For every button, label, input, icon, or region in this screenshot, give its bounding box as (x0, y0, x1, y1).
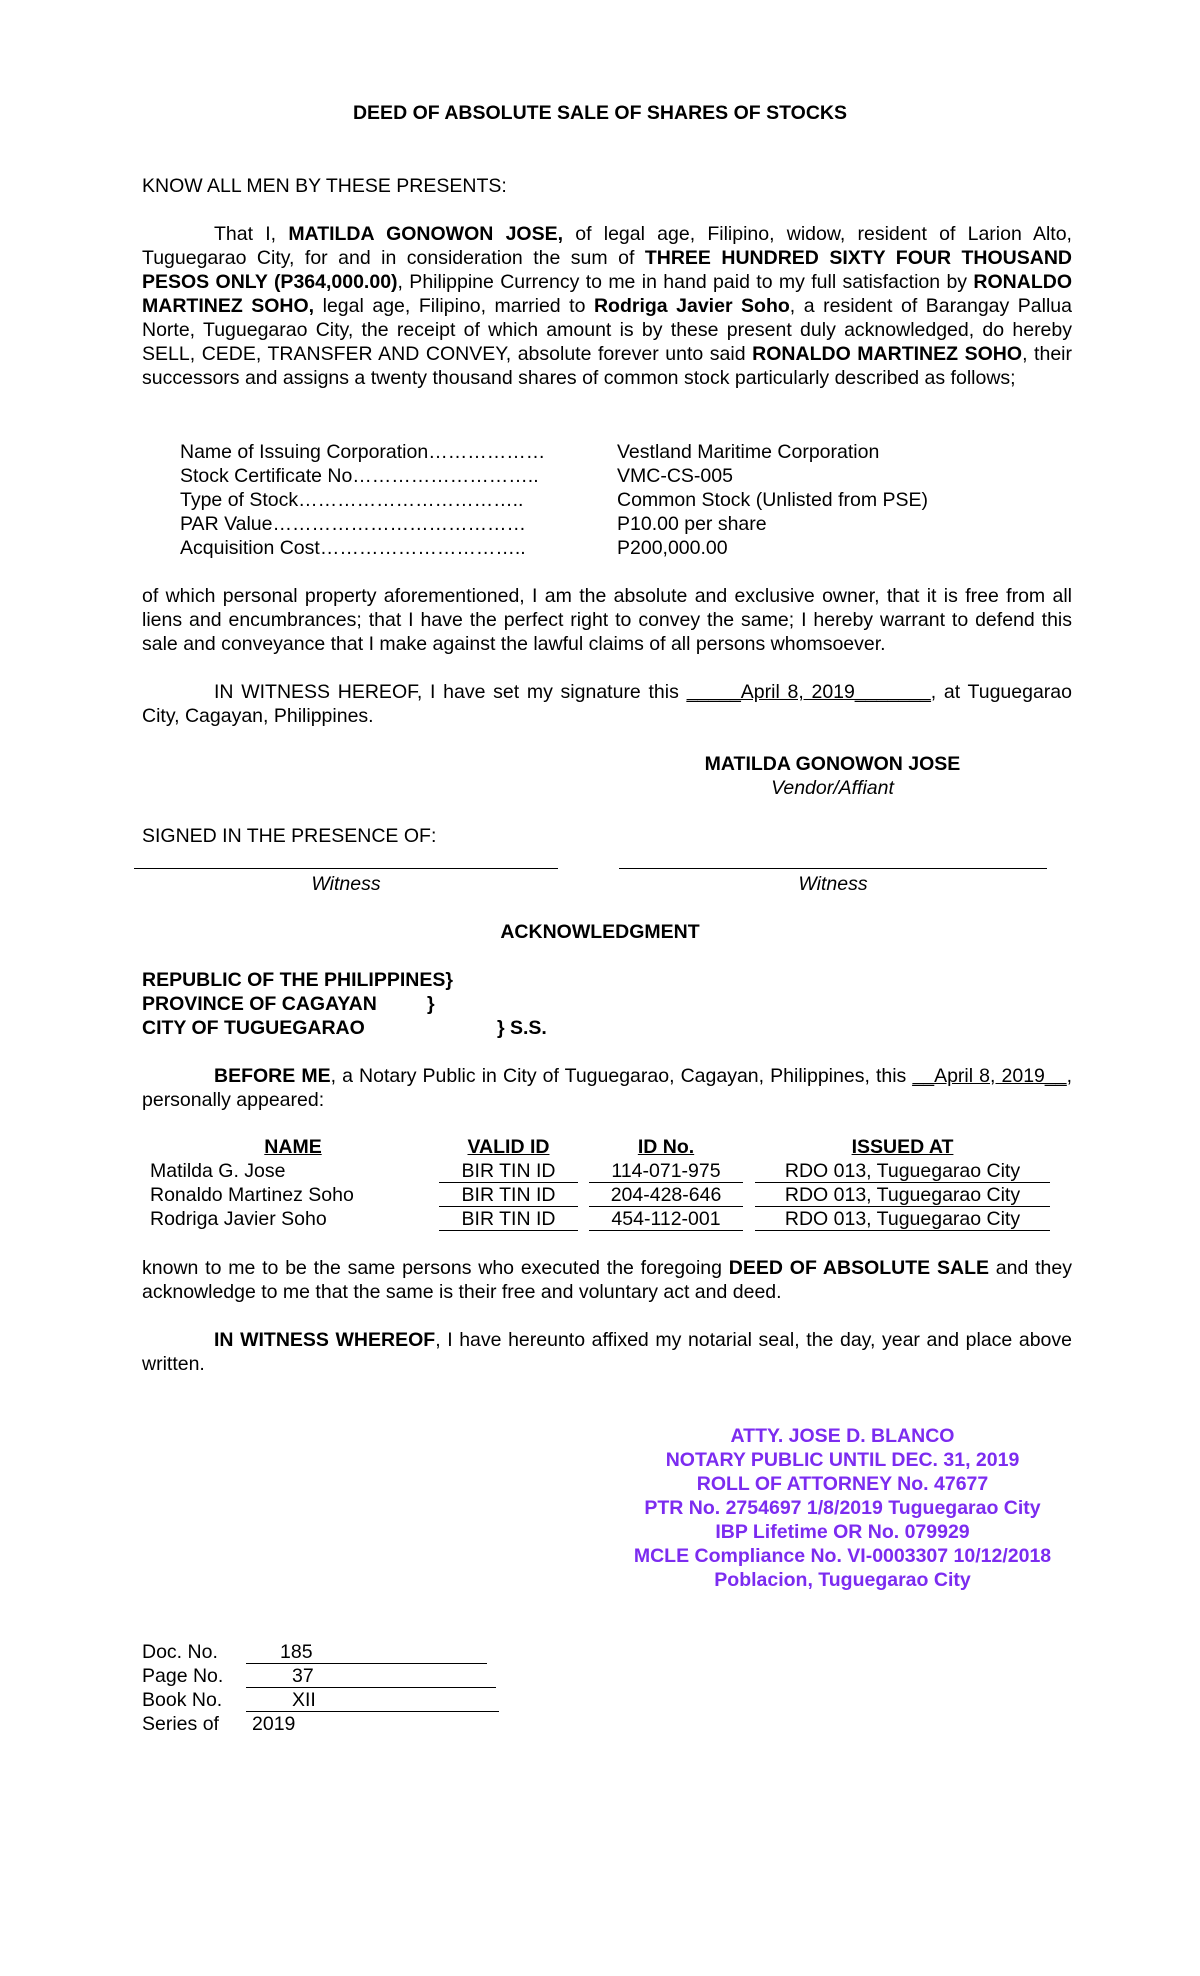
identification-table (150, 1135, 1054, 1231)
table-row (150, 1207, 1054, 1231)
para1-text: , Philippine Currency to me in hand paid to my full satisfaction by (397, 271, 974, 293)
column-header: NAME (264, 1136, 322, 1158)
issued-at-cell (751, 1159, 1054, 1183)
series-label: Series of (142, 1713, 219, 1735)
para1-text: That I, (214, 223, 289, 245)
known-text: and they acknowledge to me that the same is their free and voluntary act and deed. (142, 1257, 1072, 1303)
witness-signature-line (619, 868, 1047, 869)
stock-detail-label: Stock Certificate No……………………….. (180, 465, 539, 487)
table-header-row (150, 1135, 1054, 1159)
notary-address: Poblacion, Tuguegarao City (714, 1569, 971, 1591)
id-name-cell: Matilda G. Jose (150, 1160, 286, 1182)
witness-signature-line (134, 868, 558, 869)
id-number-cell (581, 1183, 751, 1207)
witness-label: Witness (311, 873, 381, 895)
id-type-value: BIR TIN ID (439, 1208, 578, 1231)
before-me-text: , a Notary Public in City of Tuguegarao, Cagayan, Philippines, this (330, 1065, 913, 1087)
stock-detail-label: Type of Stock…………………………….. (180, 489, 524, 511)
notary-ibp: IBP Lifetime OR No. 079929 (715, 1521, 970, 1543)
para1-text: , their successors and assigns a twenty thousand shares of common stock particularly described as follows; (142, 343, 1072, 389)
id-number-value: 114-071-975 (589, 1160, 743, 1183)
id-name-cell: Rodriga Javier Soho (150, 1208, 327, 1230)
doc-value-field (246, 1640, 487, 1664)
id-number-value: 204-428-646 (589, 1184, 743, 1207)
stock-detail-value: P10.00 per share (617, 513, 767, 535)
witness-text: , at Tuguegarao City, Cagayan, Philippines. (142, 681, 1072, 727)
witness-text: IN WITNESS HEREOF, I have set my signature this (214, 681, 687, 703)
acknowledgment-title: ACKNOWLEDGMENT (500, 921, 700, 943)
book-label: Book No. (142, 1689, 223, 1711)
whereof-bold: IN WITNESS WHEREOF (214, 1329, 436, 1351)
doc-label: Doc. No. (142, 1641, 218, 1663)
para1-text: legal age, Filipino, married to (314, 295, 594, 317)
notary-roll: ROLL OF ATTORNEY No. 47677 (696, 1473, 989, 1495)
column-header: ISSUED AT (851, 1136, 954, 1158)
notary-mcle: MCLE Compliance No. VI-0003307 10/12/2018 (633, 1545, 1052, 1567)
buyer-name: RONALDO MARTINEZ SOHO, (142, 271, 1072, 317)
issued-at-cell (751, 1207, 1054, 1231)
venue-republic: REPUBLIC OF THE PHILIPPINES} (142, 969, 453, 991)
venue-province: PROVINCE OF CAGAYAN (142, 993, 377, 1015)
before-me-paragraph (142, 1064, 1072, 1112)
buyer-name: RONALDO MARTINEZ SOHO (752, 343, 1023, 365)
doc-value: 185 (246, 1641, 487, 1664)
id-number-cell (581, 1159, 751, 1183)
issued-at-value: RDO 013, Tuguegarao City (755, 1184, 1050, 1207)
id-type-value: BIR TIN ID (439, 1184, 578, 1207)
acknowledgment-date: __April 8, 2019__ (912, 1065, 1067, 1087)
para1-text: , a resident of Barangay Pallua Norte, Tuguegarao City, the receipt of which amount is by these present duly acknowledged, do hereby SELL, CEDE, TRANSFER AND CONVEY, absolute forever unto said (142, 295, 1072, 365)
stock-detail-label: PAR Value………………………………… (180, 513, 526, 535)
before-me-text: , personally appeared: (142, 1065, 1072, 1111)
stock-detail-value: P200,000.00 (617, 537, 728, 559)
column-header: ID No. (637, 1136, 695, 1158)
stock-detail-label: Name of Issuing Corporation……………… (180, 441, 546, 463)
document-title: DEED OF ABSOLUTE SALE OF SHARES OF STOCKS (352, 102, 848, 124)
stock-detail-value: Common Stock (Unlisted from PSE) (617, 489, 929, 511)
id-type-cell (436, 1183, 581, 1207)
vendor-signature-name: MATILDA GONOWON JOSE (704, 753, 961, 775)
signature-date: _____April 8, 2019_______ (686, 681, 931, 703)
witness-paragraph (142, 680, 1072, 728)
stock-detail-value: VMC-CS-005 (617, 465, 733, 487)
page-label: Page No. (142, 1665, 224, 1687)
spouse-name: Rodriga Javier Soho (593, 295, 790, 317)
vendor-name: MATILDA GONOWON JOSE, (288, 223, 564, 245)
issued-at-cell (751, 1183, 1054, 1207)
page-value: 37 (246, 1665, 496, 1688)
deed-reference: DEED OF ABSOLUTE SALE (728, 1257, 989, 1279)
table-row (150, 1183, 1054, 1207)
issued-at-value: RDO 013, Tuguegarao City (755, 1160, 1050, 1183)
id-type-cell (436, 1159, 581, 1183)
id-number-value: 454-112-001 (589, 1208, 743, 1231)
before-me-bold: BEFORE ME (214, 1065, 331, 1087)
stock-detail-label: Acquisition Cost………………………….. (180, 537, 526, 559)
known-to-me-paragraph (142, 1256, 1072, 1304)
known-text: known to me to be the same persons who executed the foregoing (142, 1257, 729, 1279)
notary-ptr: PTR No. 2754697 1/8/2019 Tuguegarao City (644, 1497, 1041, 1519)
venue-ss: } S.S. (497, 1017, 547, 1039)
id-type-value: BIR TIN ID (439, 1160, 578, 1183)
id-name-cell: Ronaldo Martinez Soho (150, 1184, 354, 1206)
vendor-signature-role: Vendor/Affiant (771, 777, 894, 799)
id-type-cell (436, 1207, 581, 1231)
sale-amount: THREE HUNDRED SIXTY FOUR THOUSAND PESOS ONLY (P364,000.00) (142, 247, 1073, 293)
notary-name: ATTY. JOSE D. BLANCO (730, 1425, 955, 1447)
series-value: 2019 (252, 1713, 296, 1735)
opening-line: KNOW ALL MEN BY THESE PRESENTS: (142, 175, 507, 197)
issued-at-value: RDO 013, Tuguegarao City (755, 1208, 1050, 1231)
id-number-cell (581, 1207, 751, 1231)
page-value-field (246, 1664, 496, 1688)
witness-label: Witness (798, 873, 868, 895)
ownership-paragraph: of which personal property aforementioned, I am the absolute and exclusive owner, that it is free from all liens and encumbrances; that I have the perfect right to convey the same; I hereby warrant to defend this sale and conveyance that I make against the lawful claims of all persons whomsoever. (142, 585, 1072, 655)
table-row (150, 1159, 1054, 1183)
book-value: XII (246, 1689, 499, 1712)
whereof-text: , I have hereunto affixed my notarial seal, the day, year and place above written. (142, 1329, 1072, 1375)
para1-text: of legal age, Filipino, widow, resident of Larion Alto, Tuguegarao City, for and in consideration the sum of (142, 223, 1072, 269)
signed-presence-label: SIGNED IN THE PRESENCE OF: (142, 825, 437, 847)
column-header: VALID ID (467, 1136, 550, 1158)
venue-city: CITY OF TUGUEGARAO (142, 1017, 365, 1039)
notary-commission: NOTARY PUBLIC UNTIL DEC. 31, 2019 (665, 1449, 1020, 1471)
consideration-paragraph (142, 222, 1072, 390)
book-value-field (246, 1688, 499, 1712)
witness-whereof-paragraph (142, 1328, 1072, 1376)
stock-detail-value: Vestland Maritime Corporation (617, 441, 880, 463)
venue-brace: } (427, 993, 435, 1015)
